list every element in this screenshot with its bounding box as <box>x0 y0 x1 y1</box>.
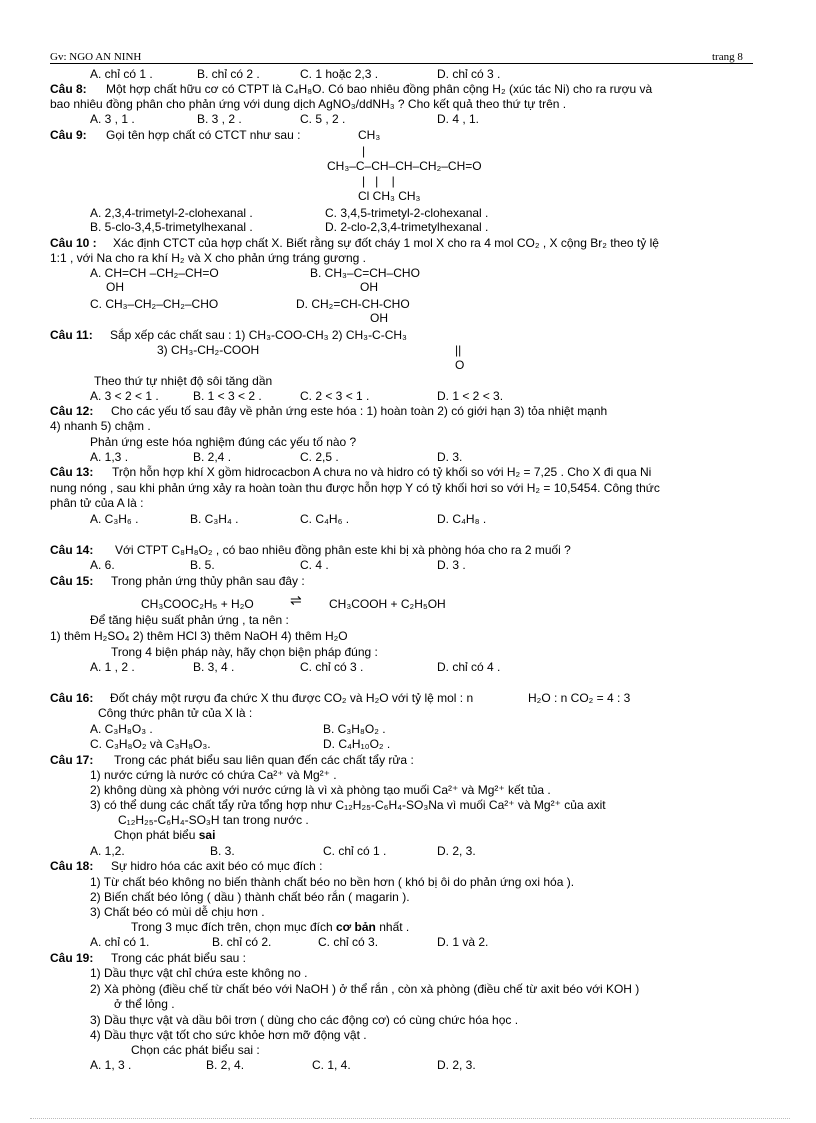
q7-option-b: B. chỉ có 2 . <box>197 67 260 81</box>
q10-option-d-oh: OH <box>370 311 388 325</box>
q19-item-2-cont: ở thể lỏng . <box>114 997 175 1011</box>
q8-option-c: C. 5 , 2 . <box>300 112 346 126</box>
q12-label: Câu 12: <box>50 404 94 418</box>
header-author: Gv: NGO AN NINH <box>50 51 142 63</box>
q12-line-2: 4) nhanh 5) chậm . <box>50 419 151 433</box>
q13-option-a: A. C₃H₆ . <box>90 512 139 526</box>
q15-measures: 1) thêm H₂SO₄ 2) thêm HCl 3) thêm NaOH 4) thêm H₂O <box>50 629 348 643</box>
q13-line-2: nung nóng , sau khi phản ứng xảy ra hoàn toàn thu được hỗn hợp Y có tỷ khối hơi so với H₂ = 10,5454. Công thức <box>50 481 660 495</box>
q14-text: Với CTPT C₈H₈O₂ , có bao nhiêu đồng phân este khi bị xà phòng hóa cho ra 2 muối ? <box>115 543 571 557</box>
q8-option-b: B. 3 , 2 . <box>197 112 242 126</box>
q8-line-1: Một hợp chất hữu cơ có CTPT là C₄H₈O. Có bao nhiêu đồng phân cộng H₂ (xúc tác Ni) cho ra rượu và <box>106 82 653 96</box>
q11-option-a: A. 3 < 2 < 1 . <box>90 389 159 403</box>
q15-option-a: A. 1 , 2 . <box>90 660 135 674</box>
q8-line-2: bao nhiêu đồng phân cho phản ứng với dung dịch AgNO₃/ddNH₃ ? Cho kết quả theo thứ tự trên . <box>50 97 567 111</box>
q12-option-d: D. 3. <box>437 450 463 464</box>
q19-item-2: 2) Xà phòng (điều chế từ chất béo với NaOH ) ở thể rắn , còn xà phòng (điều chế từ axit béo với KOH ) <box>90 982 640 996</box>
q16-text: Đốt cháy một rượu đa chức X thu được CO₂ và H₂O với tỷ lệ mol : n <box>110 691 474 705</box>
q11-label: Câu 11: <box>50 328 93 342</box>
q19-item-1: 1) Dầu thực vật chỉ chứa este không no . <box>90 966 308 980</box>
q19-text: Trong các phát biểu sau : <box>111 951 246 965</box>
q9-structure-main: CH₃–C–CH–CH–CH₂–CH=O <box>327 159 482 173</box>
q17-item-3: 3) có thể dung các chất tẩy rửa tổng hợp như C₁₂H₂₅-C₆H₄-SO₃Na vì muối Ca²⁺ và Mg²⁺ của axit <box>90 798 606 812</box>
q16-option-c: C. C₃H₈O₂ và C₃H₈O₃. <box>90 737 211 751</box>
q19-option-d: D. 2, 3. <box>437 1058 476 1072</box>
q7-option-d: D. chỉ có 3 . <box>437 67 501 81</box>
q15-line-3: Trong 4 biện pháp này, hãy chọn biện pháp đúng : <box>111 645 378 659</box>
q18-option-b: B. chỉ có 2. <box>212 935 272 949</box>
header-page-number: trang 8 <box>712 51 743 63</box>
q17-option-b: B. 3. <box>210 844 235 858</box>
q10-line-1: Xác định CTCT của hợp chất X. Biết rằng sự đốt cháy 1 mol X cho ra 4 mol CO₂ , X cộng Br₂ theo tỷ lệ <box>113 236 659 250</box>
q18-option-d: D. 1 và 2. <box>437 935 489 949</box>
q14-option-a: A. 6. <box>90 558 115 572</box>
q19-item-4: 4) Dầu thực vật tốt cho sức khỏe hơn mỡ động vật . <box>90 1028 367 1042</box>
q17-item-2: 2) không dùng xà phòng với nước cứng là vì xà phòng tạo muối Ca²⁺ và Mg²⁺ kết tủa . <box>90 783 551 797</box>
q9-option-d: D. 2-clo-2,3,4-trimetylhexanal . <box>325 220 489 234</box>
q11-order-text: Theo thứ tự nhiệt độ sôi tăng dần <box>94 374 273 388</box>
q9-option-b: B. 5-clo-3,4,5-trimetylhexanal . <box>90 220 253 234</box>
q11-double-bond: || <box>455 343 462 357</box>
q16-option-a: A. C₃H₈O₃ . <box>90 722 153 736</box>
q12-option-a: A. 1,3 . <box>90 450 129 464</box>
q17-item-1: 1) nước cứng là nước có chứa Ca²⁺ và Mg²⁺ . <box>90 768 337 782</box>
q17-label: Câu 17: <box>50 753 94 767</box>
q10-option-a-oh: OH <box>106 280 124 294</box>
header-rule <box>50 63 753 64</box>
q7-option-c: C. 1 hoặc 2,3 . <box>300 67 379 81</box>
q13-option-b: B. C₃H₄ . <box>190 512 239 526</box>
q10-option-d: D. CH₂=CH-CH-CHO <box>296 297 410 311</box>
q9-text: Gọi tên hợp chất có CTCT như sau : <box>106 128 301 142</box>
q10-label: Câu 10 : <box>50 236 97 250</box>
q10-option-b: B. CH₃–C=CH–CHO <box>310 266 420 280</box>
q11-item-3: 3) CH₃-CH₂-COOH <box>157 343 260 357</box>
q8-option-a: A. 3 , 1 . <box>90 112 135 126</box>
q12-option-b: B. 2,4 . <box>193 450 232 464</box>
q17-option-d: D. 2, 3. <box>437 844 476 858</box>
q8-label: Câu 8: <box>50 82 87 96</box>
bottom-dotted-border <box>30 1118 790 1119</box>
q14-option-d: D. 3 . <box>437 558 466 572</box>
q13-line-3: phân tử của A là : <box>50 496 144 510</box>
q10-option-b-oh: OH <box>360 280 378 294</box>
q17-item-3-cont: C₁₂H₂₅-C₆H₄-SO₃H tan trong nước . <box>118 813 309 827</box>
q9-option-a: A. 2,3,4-trimetyl-2-clohexanal . <box>90 206 253 220</box>
q14-option-b: B. 5. <box>190 558 215 572</box>
q16-line-2: Công thức phân tử của X là : <box>98 706 253 720</box>
q19-item-3: 3) Dầu thực vật và dầu bôi trơn ( dùng cho các động cơ) có cùng chức hóa học . <box>90 1013 519 1027</box>
q18-item-3: 3) Chất béo có mùi dễ chịu hơn . <box>90 905 265 919</box>
q19-option-a: A. 1, 3 . <box>90 1058 132 1072</box>
q19-option-c: C. 1, 4. <box>312 1058 351 1072</box>
q16-option-d: D. C₄H₁₀O₂ . <box>323 737 391 751</box>
q15-option-d: D. chỉ có 4 . <box>437 660 501 674</box>
q13-line-1: Trộn hỗn hợp khí X gồm hidrocacbon A chưa no và hidro có tỷ khối so với H₂ = 7,25 . Cho X đi qua Ni <box>112 465 652 479</box>
q19-choose: Chọn các phát biểu sai : <box>131 1043 260 1057</box>
q18-option-a: A. chỉ có 1. <box>90 935 150 949</box>
q19-option-b: B. 2, 4. <box>206 1058 245 1072</box>
q11-ketone-oxygen: O <box>455 358 465 372</box>
q12-line-1: Cho các yếu tố sau đây về phản ứng este hóa : 1) hoàn toàn 2) có giới hạn 3) tỏa nhiệt mạnh <box>111 404 608 418</box>
q18-option-c: C. chỉ có 3. <box>318 935 379 949</box>
q15-option-b: B. 3, 4 . <box>193 660 235 674</box>
q9-label: Câu 9: <box>50 128 87 142</box>
q17-text: Trong các phát biểu sau liên quan đến các chất tẩy rửa : <box>114 753 414 767</box>
q11-option-d: D. 1 < 2 < 3. <box>437 389 504 403</box>
q16-label: Câu 16: <box>50 691 94 705</box>
q15-label: Câu 15: <box>50 574 94 588</box>
q13-option-c: C. C₄H₆ . <box>300 512 350 526</box>
q16-ratio: H₂O : n CO₂ = 4 : 3 <box>528 691 631 705</box>
q7-option-a: A. chỉ có 1 . <box>90 67 153 81</box>
q18-item-1: 1) Từ chất béo không no biến thành chất béo no bền hơn ( khó bị ôi do phản ứng oxi hóa ). <box>90 875 575 889</box>
q13-label: Câu 13: <box>50 465 94 479</box>
q15-option-c: C. chỉ có 3 . <box>300 660 364 674</box>
q17-option-a: A. 1,2. <box>90 844 125 858</box>
q11-text: Sắp xếp các chất sau : 1) CH₃-COO-CH₃ 2) CH₃-C-CH₃ <box>110 328 407 342</box>
q14-label: Câu 14: <box>50 543 94 557</box>
q15-text: Trong phản ứng thủy phân sau đây : <box>111 574 305 588</box>
equilibrium-arrow-icon: ⇌ <box>290 592 302 608</box>
q18-label: Câu 18: <box>50 859 94 873</box>
q11-option-c: C. 2 < 3 < 1 . <box>300 389 370 403</box>
q18-item-2: 2) Biến chất béo lỏng ( dầu ) thành chất béo rắn ( magarin ). <box>90 890 410 904</box>
q9-bond-vertical: | <box>362 144 366 158</box>
q13-option-d: D. C₄H₈ . <box>437 512 487 526</box>
q12-line-3: Phản ứng este hóa nghiệm đúng các yếu tố nào ? <box>90 435 357 449</box>
q15-reaction-left: CH₃COOC₂H₅ + H₂O <box>141 597 254 611</box>
q15-reaction-right: CH₃COOH + C₂H₅OH <box>329 597 446 611</box>
q17-option-c: C. chỉ có 1 . <box>323 844 387 858</box>
q18-choose: Trong 3 mục đích trên, chọn mục đích cơ bản nhất . <box>131 920 410 934</box>
q18-text: Sự hidro hóa các axit béo có mục đích : <box>111 859 323 873</box>
q10-option-a: A. CH=CH –CH₂–CH=O <box>90 266 219 280</box>
q15-line-2: Để tăng hiệu suất phản ứng , ta nên : <box>90 613 289 627</box>
q9-structure-bottom: Cl CH₃ CH₃ <box>358 189 421 203</box>
q12-option-c: C. 2,5 . <box>300 450 339 464</box>
q17-choose: Chọn phát biểu sai <box>114 828 216 842</box>
q9-structure-top: CH₃ <box>358 128 381 142</box>
q14-option-c: C. 4 . <box>300 558 329 572</box>
q19-label: Câu 19: <box>50 951 94 965</box>
q16-option-b: B. C₃H₈O₂ . <box>323 722 386 736</box>
q9-option-c: C. 3,4,5-trimetyl-2-clohexanal . <box>325 206 489 220</box>
q9-bonds-lower: | | | <box>362 174 395 188</box>
q8-option-d: D. 4 , 1. <box>437 112 480 126</box>
q10-line-2: 1:1 , với Na cho ra khí H₂ và X cho phản ứng tráng gương . <box>50 251 366 265</box>
q10-option-c: C. CH₃–CH₂–CH₂–CHO <box>90 297 219 311</box>
q11-option-b: B. 1 < 3 < 2 . <box>193 389 262 403</box>
